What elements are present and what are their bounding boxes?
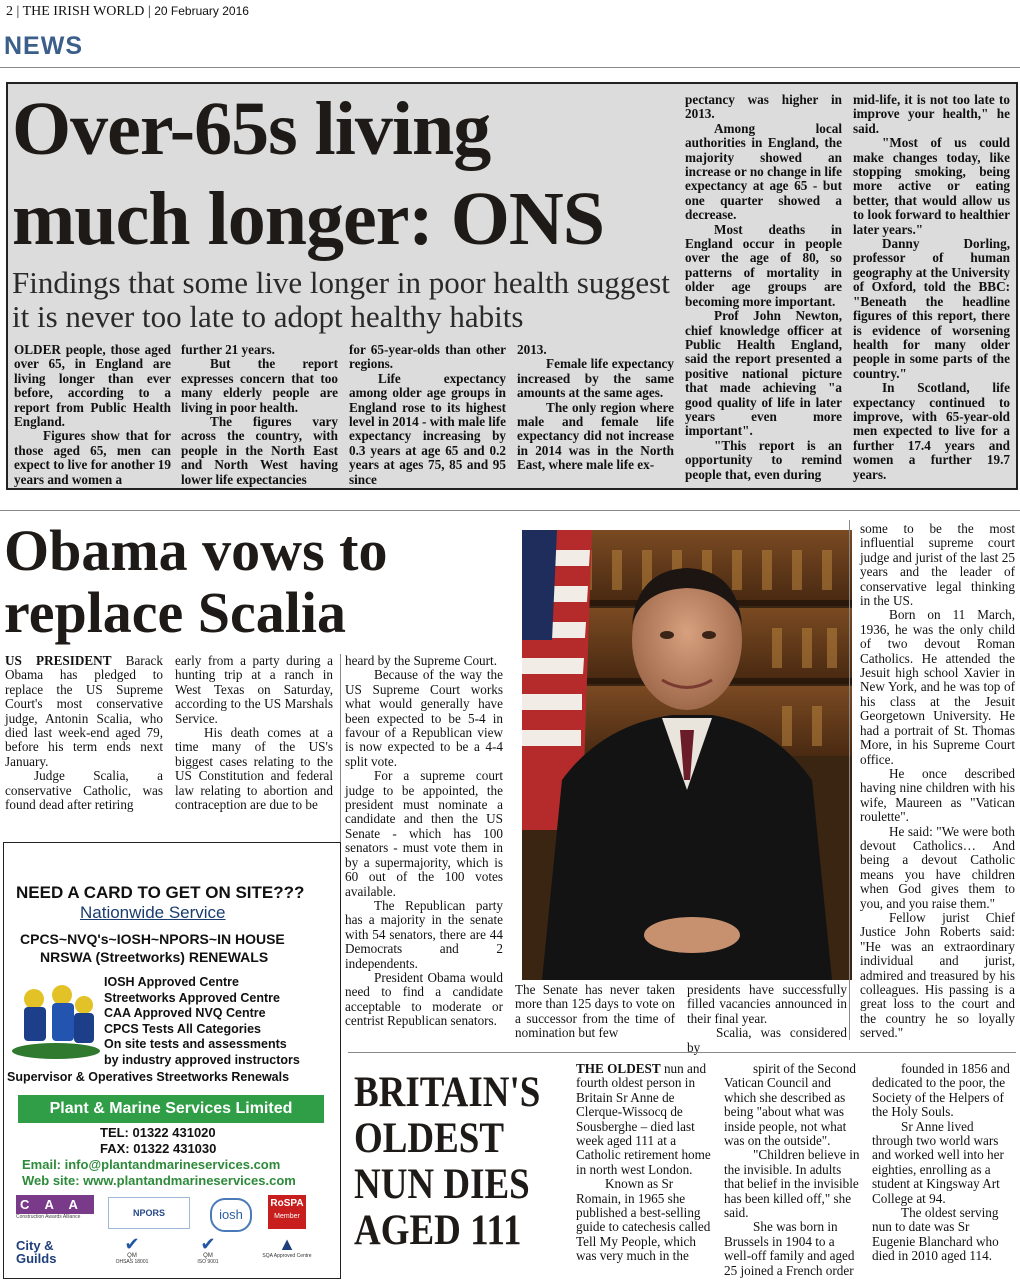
story1-column xyxy=(181,343,338,487)
ad-bullet: by industry approved instructors xyxy=(104,1052,300,1067)
story-divider xyxy=(0,510,1020,511)
ad-fax: FAX: 01322 431030 xyxy=(100,1141,217,1156)
paragraph: He once described having nine children with his wife, Maureen as "Vatican roulette". xyxy=(860,765,1015,825)
city-guilds-logo-line: Guilds xyxy=(16,1251,57,1266)
paragraph: Barack Obama has pledged to replace the US Supreme Court's most conservative judge, Antonin Scalia, who died last week-end aged 79, before his term ends next January. xyxy=(5,653,163,769)
paragraph: Known as Sr Romain, in 1965 she published a best-selling guide to catechesis called Tell My People, which was very much in the xyxy=(576,1176,711,1264)
paragraph: Born on 11 March, 1936, he was the only child of two devout Roman Catholics. He attended the Jesuit high school Xavier in New York, and he was top of his class at the Jesuit Georgetown University. He had a portrait of St. Thomas More, in his Supreme Court office. xyxy=(860,607,1015,767)
story3-column xyxy=(872,1062,1012,1264)
paragraph: Prof John Newton, chief knowledge officer at Public Health England, said the report presented a positive national picture that made achieving "a good quality of life in later years even more important". xyxy=(685,308,842,439)
story1-column xyxy=(685,93,842,482)
paragraph: The Republican party has a majority in the senate with 54 senators, there are 44 Democrats and 2 independents. xyxy=(345,897,503,971)
paragraph: The figures vary across the country, with people in the North East and North West having lower life expectancies xyxy=(181,414,338,487)
paragraph: some to be the most influential supreme court judge and jurist of the last 25 years and the leader of conservative legal thinking in the US. xyxy=(860,521,1015,609)
paragraph: Life expectancy among older age groups in England rose to its highest level in 2014 - with male life expectancy increasing by 0.3 years at age 65 and 0.2 years at ages 75, 85 and 95 since xyxy=(349,370,506,487)
paragraph: people, those aged over 65, in England are living longer than ever before, according to a report from Public Health England. xyxy=(14,342,171,430)
ad-course-list: CPCS~NVQ's~IOSH~NPORS~IN HOUSE xyxy=(20,931,285,947)
ad-company-banner xyxy=(18,1095,324,1123)
story2-column xyxy=(175,654,333,812)
paragraph: further 21 years. xyxy=(181,342,275,357)
ad-company: Plant & Marine Services Limited xyxy=(49,1100,293,1117)
sqa-logo xyxy=(262,1235,312,1271)
npors-logo: NPORS xyxy=(108,1197,190,1229)
page-header xyxy=(6,4,249,20)
ad-bullet: On site tests and assessments xyxy=(104,1037,287,1051)
paragraph: The Senate has never taken more than 125 days to vote on a successor from the time of nomination but few xyxy=(515,982,675,1041)
header-rule xyxy=(0,67,1020,68)
paragraph: Judge Scalia, a conservative Catholic, was found dead after retiring xyxy=(5,768,163,813)
ad-course-list: NRSWA (Streetworks) RENEWALS xyxy=(40,949,269,965)
scalia-photo xyxy=(522,530,852,980)
paragraph: His death comes at a time many of the US's biggest cases relating to the US Constitution and federal law relating to abortion and contraception are due to be xyxy=(175,725,333,813)
ad-headline: NEED A CARD TO GET ON SITE??? xyxy=(16,883,305,902)
sqa-label: SQA Approved Centre xyxy=(262,1253,312,1259)
ad-telephone: TEL: 01322 431020 xyxy=(100,1125,216,1140)
story-divider xyxy=(348,1052,1016,1053)
paragraph: nun and fourth oldest person in Britain Sr Anne de Clerque-Wissocq de Sousberghe – died last week aged 111 at a Catholic retirement home in north west London. xyxy=(576,1061,711,1177)
caa-logo-sub: Construction Awards Alliance xyxy=(16,1214,81,1220)
story1-column xyxy=(853,93,1010,482)
header-separator: | xyxy=(147,4,151,19)
story2-column xyxy=(345,654,503,1029)
story2-column xyxy=(515,983,675,1041)
paragraph: The oldest serving nun to date was Sr Eugenie Blanchard who died in 2010 aged 114. xyxy=(872,1205,999,1264)
paragraph: President Obama would need to find a candidate acceptable to moderate or centrist Republican senators. xyxy=(345,969,503,1029)
paragraph: Fellow jurist Chief Justice John Roberts said: "He was an extraordinary individual and jurist, admired and treasured by his colleagues. His passing is a great loss to the court and the country he so loyally served." xyxy=(860,909,1015,1041)
ad-bullet: IOSH Approved Centre xyxy=(104,975,239,989)
story2-column xyxy=(687,983,847,1055)
iosh-logo: iosh xyxy=(210,1198,252,1232)
qm-label: QM xyxy=(203,1253,213,1259)
paragraph: for 65-year-olds than other regions. xyxy=(349,342,506,372)
paragraph: The only region where male and female life expectancy did not increase in 2014 was in the North East, where male life ex- xyxy=(517,399,674,473)
story1-column xyxy=(517,343,674,473)
paragraph: He said: "We were both devout Catholics… And being a devout Catholic means you have children when God gives them to you, and you raise them." xyxy=(860,823,1015,911)
rospa-logo xyxy=(268,1195,306,1229)
check-icon: ✔ xyxy=(124,1234,140,1254)
paragraph: "Most of us could make changes today, like stopping smoking, being more active or eating better, that would allow us to look forward to healthier later years." xyxy=(853,135,1010,237)
paragraph: Figures show that for those aged 65, men can expect to live for another 19 years and women a xyxy=(14,428,171,487)
ad-renewals: Supervisor & Operatives Streetworks Renewals xyxy=(7,1070,290,1084)
caa-logo xyxy=(16,1195,94,1229)
rospa-logo-text: RoSPA xyxy=(270,1198,304,1209)
story2-lead: US PRESIDENT xyxy=(5,653,112,668)
story1-column xyxy=(349,343,506,487)
story2-headline: Obama vows to replace Scalia xyxy=(4,518,388,645)
story1-lead: OLDER xyxy=(14,342,61,357)
paragraph: Among local authorities in England, the majority showed an increase or no change in life expectancy at age 65 - but one quarter showed a decrease. xyxy=(685,120,842,223)
paragraph: "Children believe in the invisible. In adults that belief in the invisible has been killed off," she said. xyxy=(724,1147,860,1221)
ad-bullet: CPCS Tests All Categories xyxy=(104,1021,261,1036)
paragraph: She was born in Brussels in 1904 to a well-off family and aged 25 joined a French order xyxy=(724,1219,855,1278)
paragraph: For a supreme court judge to be appointed, the president must nominate a candidate and then the US Senate - which has 100 senators - must vote them in by a supermajority, which is 60 out of the 100 votes available. xyxy=(345,768,503,899)
column-rule xyxy=(849,520,850,1040)
paragraph: heard by the Supreme Court. xyxy=(345,653,497,668)
paragraph: Sr Anne lived through two world wars and worked well into her eighties, enrolling as a student at Kingsway Art College at 94. xyxy=(872,1118,1004,1206)
paragraph: presidents have successfully filled vacancies announced in their final year. xyxy=(687,982,847,1026)
paragraph: Because of the way the US Supreme Court works what would generally have been expected to be 5-4 in favour of a Republican view is now expected to be a 4-4 split vote. xyxy=(345,667,503,769)
paragraph: 2013. xyxy=(517,342,547,357)
paragraph: founded in 1856 and dedicated to the poor, the Society of the Helpers of the Holy Souls. xyxy=(872,1061,1010,1120)
page-number: 2 xyxy=(6,4,13,19)
ad-email[interactable]: Email: info@plantandmarineservices.com xyxy=(22,1157,281,1172)
story2-column xyxy=(5,654,163,812)
paragraph: Most deaths in England occur in people over the age of 80, so patterns of mortality in older age groups are becoming more important. xyxy=(685,221,842,309)
section-label: NEWS xyxy=(4,32,83,60)
caa-logo-text: C A A xyxy=(16,1195,94,1214)
story3-column xyxy=(576,1062,716,1264)
ad-bullet: Streetworks Approved Centre xyxy=(104,990,280,1005)
iso-label: ISO 9001 xyxy=(197,1259,219,1265)
paragraph: spirit of the Second Vatican Council and which she described as being "about what was inside people, not what was on the outside". xyxy=(724,1061,856,1149)
paragraph: early from a party during a hunting trip at a ranch in West Texas on Saturday, according to the US Marshals Service. xyxy=(175,653,333,726)
rospa-logo-sub: Member xyxy=(274,1213,300,1220)
paragraph: pectancy was higher in 2013. xyxy=(685,92,842,122)
paragraph: Scalia, was considered by xyxy=(687,1025,847,1055)
workers-icon xyxy=(10,981,102,1061)
story2-column xyxy=(860,522,1015,1041)
story3-headline: BRITAIN'S OLDEST NUN DIES AGED 111 xyxy=(354,1069,541,1254)
city-guilds-logo xyxy=(16,1239,56,1265)
ad-subheadline: Nationwide Service xyxy=(80,903,226,922)
ohsas-logo xyxy=(108,1235,156,1271)
ad-bullet: CAA Approved NVQ Centre xyxy=(104,1006,266,1020)
paper-name: THE IRISH WORLD xyxy=(22,4,145,19)
ohsas-label: OHSAS 18001 xyxy=(115,1259,149,1265)
ad-bullet-list xyxy=(104,975,300,1068)
city-guilds-logo-line: City & xyxy=(16,1238,54,1253)
story1-dek: Findings that some live longer in poor health suggest it is never too late to adopt healthy habits xyxy=(12,265,670,334)
story1-column xyxy=(14,343,171,487)
header-separator: | xyxy=(16,4,20,19)
story3-column xyxy=(724,1062,864,1278)
story3-lead: THE OLDEST xyxy=(576,1061,661,1076)
check-icon: ✔ xyxy=(200,1234,216,1254)
issue-date: 20 February 2016 xyxy=(154,4,249,18)
qm-label: QM xyxy=(127,1253,137,1259)
advertisement xyxy=(3,842,341,1279)
story1-headline: Over-65s living much longer: ONS xyxy=(12,87,604,261)
iso-logo xyxy=(184,1235,232,1271)
paragraph: In Scotland, life expectancy continued to improve, with 65-year-old men expected to live for a further 17.4 years and women a further 19.7 years. xyxy=(853,380,1010,482)
triangle-icon: ▲ xyxy=(278,1234,296,1254)
paragraph: "This report is an opportunity to remind people that, even during xyxy=(685,437,842,482)
ad-website[interactable]: Web site: www.plantandmarineservices.com xyxy=(22,1173,296,1188)
paragraph: mid-life, it is not too late to improve your health," he said. xyxy=(853,92,1010,136)
paragraph: Danny Dorling, professor of human geography at the University of Oxford, told the BBC: "Beneath the headline figures of this report, there is evidence of worsening health for many older people in some parts of the country." xyxy=(853,236,1010,381)
paragraph: But the report expresses concern that too many elderly people are living in poor health. xyxy=(181,356,338,415)
paragraph: Female life expectancy increased by the same amounts at the same ages. xyxy=(517,356,674,401)
